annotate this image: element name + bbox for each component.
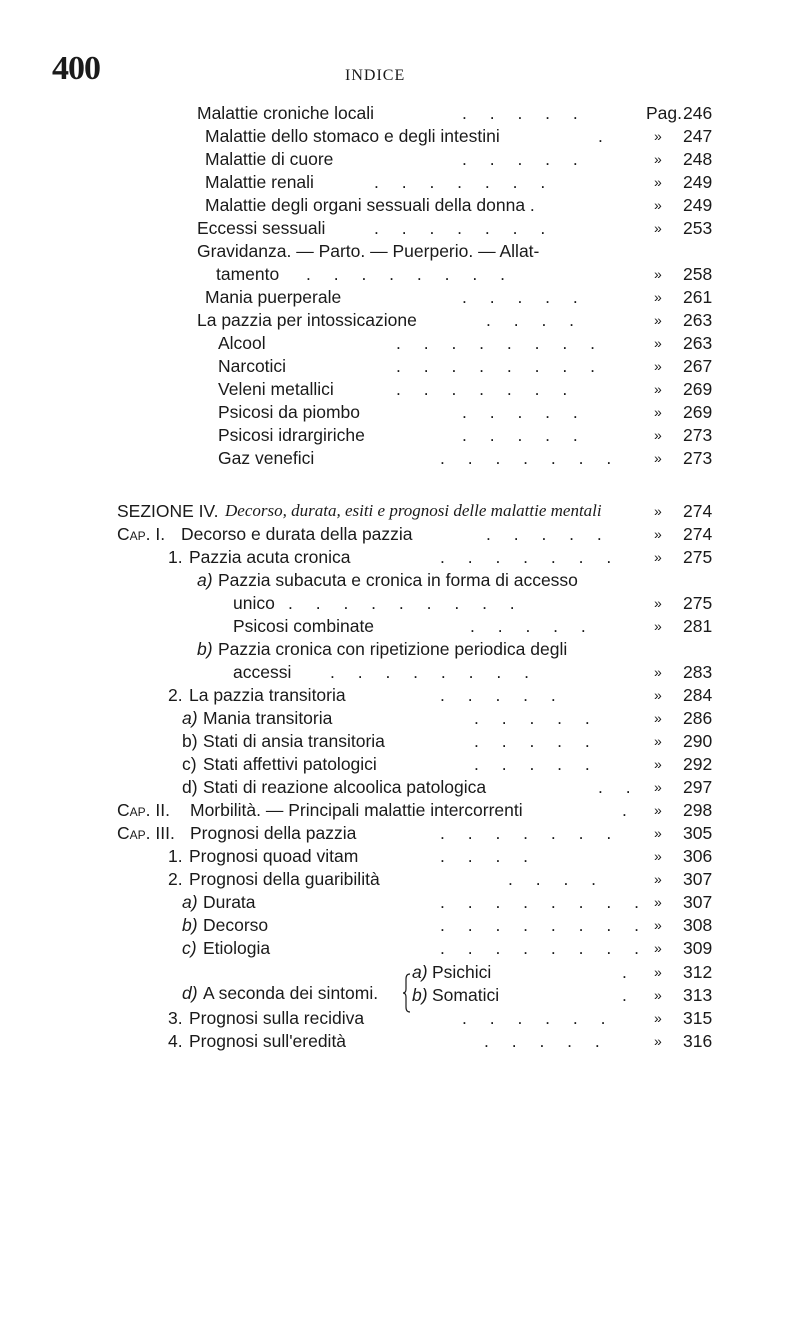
toc-entry (0, 378, 800, 400)
entry-title: Etiologia (203, 938, 271, 958)
page-ref: 284 (683, 685, 713, 705)
item-letter: b) (182, 915, 198, 935)
chapter-number: Cap. I. (117, 524, 166, 544)
item-number: 2. (168, 685, 183, 705)
page-ref: 286 (683, 708, 713, 728)
page-ref: 309 (683, 938, 713, 958)
toc-entry (0, 447, 800, 469)
page-ref: 290 (683, 731, 713, 751)
leader-dots: . . (598, 777, 640, 797)
ditto-mark: » (654, 1033, 662, 1049)
chapter-number: Cap. III. (117, 823, 175, 843)
running-head: INDICE (345, 67, 406, 84)
leader-dots: . . . . . . . (440, 448, 621, 468)
ditto-mark: » (654, 664, 662, 680)
toc-entry (0, 148, 800, 170)
page-ref: 269 (683, 379, 713, 399)
item-letter: b) (197, 639, 213, 659)
toc-entry (0, 217, 800, 239)
entry-title: Malattie di cuore (205, 149, 334, 169)
ditto-mark: » (654, 710, 662, 726)
toc-entry (0, 707, 800, 729)
leader-dots: . . . . . (474, 708, 599, 728)
ditto-mark: » (654, 289, 662, 305)
ditto-mark: » (654, 917, 662, 933)
toc-entry (0, 125, 800, 147)
leader-dots: . . . . . (462, 425, 587, 445)
toc-entry (0, 684, 800, 706)
entry-title: Prognosi sulla recidiva (189, 1008, 365, 1028)
ditto-mark: » (654, 871, 662, 887)
toc-entry (0, 615, 800, 637)
item-letter: a) (182, 892, 198, 912)
page-ref: 273 (683, 448, 713, 468)
leader-dots: . . . . . . . . (440, 938, 648, 958)
leader-dots: . . . . . . . (374, 172, 555, 192)
section-heading (0, 500, 800, 522)
page-ref: 307 (683, 869, 713, 889)
entry-title: tamento (216, 264, 280, 284)
entry-title: Prognosi della pazzia (190, 823, 357, 843)
item-letter: b) (412, 985, 428, 1005)
toc-entry (0, 1007, 800, 1029)
leader-dots: . . . . . (462, 402, 587, 422)
entry-title: Prognosi sull'eredità (189, 1031, 347, 1051)
ditto-mark: » (654, 450, 662, 466)
toc-entry (0, 638, 800, 660)
ditto-mark: » (654, 987, 662, 1003)
entry-title: accessi (233, 662, 292, 682)
toc-entry (0, 753, 800, 775)
ditto-mark: » (654, 220, 662, 236)
leader-dots: . . . . . . . . (440, 892, 648, 912)
ditto-mark: » (654, 128, 662, 144)
entry-title: Eccessi sessuali (197, 218, 326, 238)
ditto-mark: » (654, 964, 662, 980)
toc-entry (0, 1030, 800, 1052)
page-ref: 273 (683, 425, 713, 445)
ditto-mark: » (654, 848, 662, 864)
page-ref: 247 (683, 126, 713, 146)
entry-title: Prognosi quoad vitam (189, 846, 359, 866)
leader-dots: . (598, 126, 612, 146)
ditto-mark: » (654, 825, 662, 841)
ditto-mark: » (654, 756, 662, 772)
ditto-mark: » (654, 197, 662, 213)
toc-entry (0, 546, 800, 568)
entry-title: Somatici (432, 985, 500, 1005)
item-letter: a) (182, 708, 198, 728)
item-number: 3. (168, 1008, 183, 1028)
ditto-mark: » (654, 503, 662, 519)
leader-dots: . . . . (508, 869, 606, 889)
ditto-mark: » (654, 618, 662, 634)
leader-dots: . . . . . (462, 103, 587, 123)
toc-entry (0, 868, 800, 890)
toc-entry (0, 569, 800, 591)
ditto-mark: » (654, 266, 662, 282)
entry-title: Durata (203, 892, 256, 912)
ditto-mark: » (654, 549, 662, 565)
entry-title: La pazzia transitoria (189, 685, 346, 705)
entry-title: Alcool (218, 333, 266, 353)
leader-dots: . . . . . (462, 149, 587, 169)
ditto-mark: » (654, 427, 662, 443)
item-letter: a) (197, 570, 213, 590)
page-ref: 258 (683, 264, 713, 284)
ditto-mark: » (654, 151, 662, 167)
ditto-mark: » (654, 358, 662, 374)
toc-entry (0, 332, 800, 354)
item-number: 1. (168, 846, 183, 866)
leader-dots: . . . . (486, 310, 584, 330)
toc-entry (0, 171, 800, 193)
entry-title: Pazzia subacuta e cronica in forma di accesso (218, 570, 578, 590)
leader-dots: . . . . . (462, 287, 587, 307)
leader-dots: . (622, 800, 636, 820)
ditto-mark: » (654, 595, 662, 611)
ditto-mark: » (654, 940, 662, 956)
ditto-mark: » (654, 687, 662, 703)
chapter-number: Cap. II. (117, 800, 170, 820)
page-ref: 253 (683, 218, 713, 238)
item-letter: d) (182, 983, 198, 1003)
leader-dots: . . . . . . . . (330, 662, 538, 682)
entry-title: Malattie croniche locali (197, 103, 375, 123)
leader-dots: . (622, 962, 636, 982)
entry-title: La pazzia per intossicazione (197, 310, 417, 330)
leader-dots: . . . . . (484, 1031, 609, 1051)
item-letter: c) (182, 938, 197, 958)
item-number: 4. (168, 1031, 183, 1051)
entry-title: Stati di reazione alcoolica patologica (203, 777, 487, 797)
ditto-mark: » (654, 802, 662, 818)
leader-dots: . . . . . . . (396, 379, 577, 399)
page-ref: 275 (683, 593, 713, 613)
entry-title: Decorso (203, 915, 269, 935)
leader-dots: . . . . . (486, 524, 611, 544)
entry-title: Pazzia cronica con ripetizione periodica degli (218, 639, 568, 659)
entry-title: Narcotici (218, 356, 287, 376)
leader-dots: . . . . (440, 846, 538, 866)
entry-title: Stati di ansia transitoria (203, 731, 385, 751)
entry-title: Gaz venefici (218, 448, 315, 468)
toc-entry (0, 102, 800, 124)
toc-entry (0, 822, 800, 844)
item-number: 1. (168, 547, 183, 567)
page-ref: 263 (683, 333, 713, 353)
toc-entry (0, 984, 800, 1006)
leader-dots: . . . . . (470, 616, 595, 636)
leader-dots: . . . . . . . . (306, 264, 514, 284)
item-letter: a) (412, 962, 428, 982)
page-ref: 249 (683, 195, 713, 215)
leader-dots: . . . . . . . . . (288, 593, 524, 613)
page-ref: 274 (683, 501, 713, 521)
entry-title: Psicosi combinate (233, 616, 375, 636)
toc-entry (0, 961, 800, 983)
page-ref: 267 (683, 356, 713, 376)
entry-title: Veleni metallici (218, 379, 334, 399)
entry-title: Mania puerperale (205, 287, 342, 307)
entry-title: Pazzia acuta cronica (189, 547, 351, 567)
ditto-mark: » (654, 526, 662, 542)
page-ref: 263 (683, 310, 713, 330)
ditto-mark: » (654, 174, 662, 190)
entry-title: Stati affettivi patologici (203, 754, 377, 774)
section-title: Decorso, durata, esiti e prognosi delle malattie mentali (225, 501, 602, 520)
page-ref: 292 (683, 754, 713, 774)
item-letter: d) (182, 777, 198, 797)
entry-title: Gravidanza. — Parto. — Puerperio. — Allat- (197, 241, 540, 261)
leader-dots: . . . . . (474, 754, 599, 774)
page-ref: 315 (683, 1008, 713, 1028)
page-ref: 305 (683, 823, 713, 843)
entry-title: Psicosi idrargiriche (218, 425, 365, 445)
ditto-mark: » (654, 404, 662, 420)
page-ref: 298 (683, 800, 713, 820)
toc-entry (0, 401, 800, 423)
leader-dots: . . . . . . . . (396, 356, 604, 376)
entry-title: A seconda dei sintomi. (203, 983, 379, 1003)
entry-title: Malattie dello stomaco e degli intestini (205, 126, 500, 146)
leader-dots: . . . . . . . (440, 547, 621, 567)
page-ref: 307 (683, 892, 713, 912)
toc-entry (0, 776, 800, 798)
page-ref: 269 (683, 402, 713, 422)
toc-entry (0, 730, 800, 752)
page-ref: 281 (683, 616, 713, 636)
ditto-mark: » (654, 779, 662, 795)
item-number: 2. (168, 869, 183, 889)
toc-entry (0, 937, 800, 959)
entry-title: Psicosi da piombo (218, 402, 361, 422)
toc-entry (0, 355, 800, 377)
toc-entry (0, 240, 800, 262)
toc-entry (0, 263, 800, 285)
ditto-mark: » (654, 1010, 662, 1026)
page-number: 400 (52, 50, 100, 87)
leader-dots: . . . . . . . (374, 218, 555, 238)
entry-title: Morbilità. — Principali malattie intercorrenti (190, 800, 523, 820)
entry-title: Decorso e durata della pazzia (181, 524, 413, 544)
page-ref: 249 (683, 172, 713, 192)
page-ref: 316 (683, 1031, 713, 1051)
leader-dots: . . . . . . . . (440, 915, 648, 935)
toc-entry (0, 309, 800, 331)
toc-entry (0, 592, 800, 614)
leader-dots: . . . . . . . . (396, 333, 604, 353)
page-ref: 306 (683, 846, 713, 866)
page-ref: 274 (683, 524, 713, 544)
section-number: SEZIONE IV. (117, 501, 219, 521)
entry-title: Malattie renali (205, 172, 314, 192)
toc-entry (0, 194, 800, 216)
entry-title: unico (233, 593, 275, 613)
toc-entry (0, 286, 800, 308)
ditto-mark: » (654, 894, 662, 910)
toc-entry (0, 661, 800, 683)
entry-title: Mania transitoria (203, 708, 333, 728)
leader-dots: . . . . . (440, 685, 565, 705)
page-ref: 312 (683, 962, 713, 982)
page-ref: 297 (683, 777, 713, 797)
page-ref: 248 (683, 149, 713, 169)
toc-entry (0, 424, 800, 446)
page-ref: 246 (683, 103, 713, 123)
page-ref: 308 (683, 915, 713, 935)
toc-entry (0, 845, 800, 867)
leader-dots: . . . . . (474, 731, 599, 751)
ditto-mark: » (654, 381, 662, 397)
toc-entry (0, 891, 800, 913)
leader-dots: . (622, 985, 636, 1005)
page-ref: 313 (683, 985, 713, 1005)
entry-title: Malattie degli organi sessuali della donna . (205, 195, 535, 215)
item-letter: b) (182, 731, 198, 751)
ditto-mark: » (654, 335, 662, 351)
toc-entry (0, 914, 800, 936)
ditto-mark: » (654, 733, 662, 749)
leader-dots: . . . . . . . (440, 823, 621, 843)
page-ref: 283 (683, 662, 713, 682)
ditto-mark: » (654, 312, 662, 328)
page-label: Pag. (646, 103, 682, 123)
page-ref: 275 (683, 547, 713, 567)
item-letter: c) (182, 754, 197, 774)
leader-dots: . . . . . . (462, 1008, 615, 1028)
page-ref: 261 (683, 287, 713, 307)
toc-entry (0, 523, 800, 545)
entry-title: Psichici (432, 962, 492, 982)
entry-title: Prognosi della guaribilità (189, 869, 380, 889)
toc-entry (0, 799, 800, 821)
